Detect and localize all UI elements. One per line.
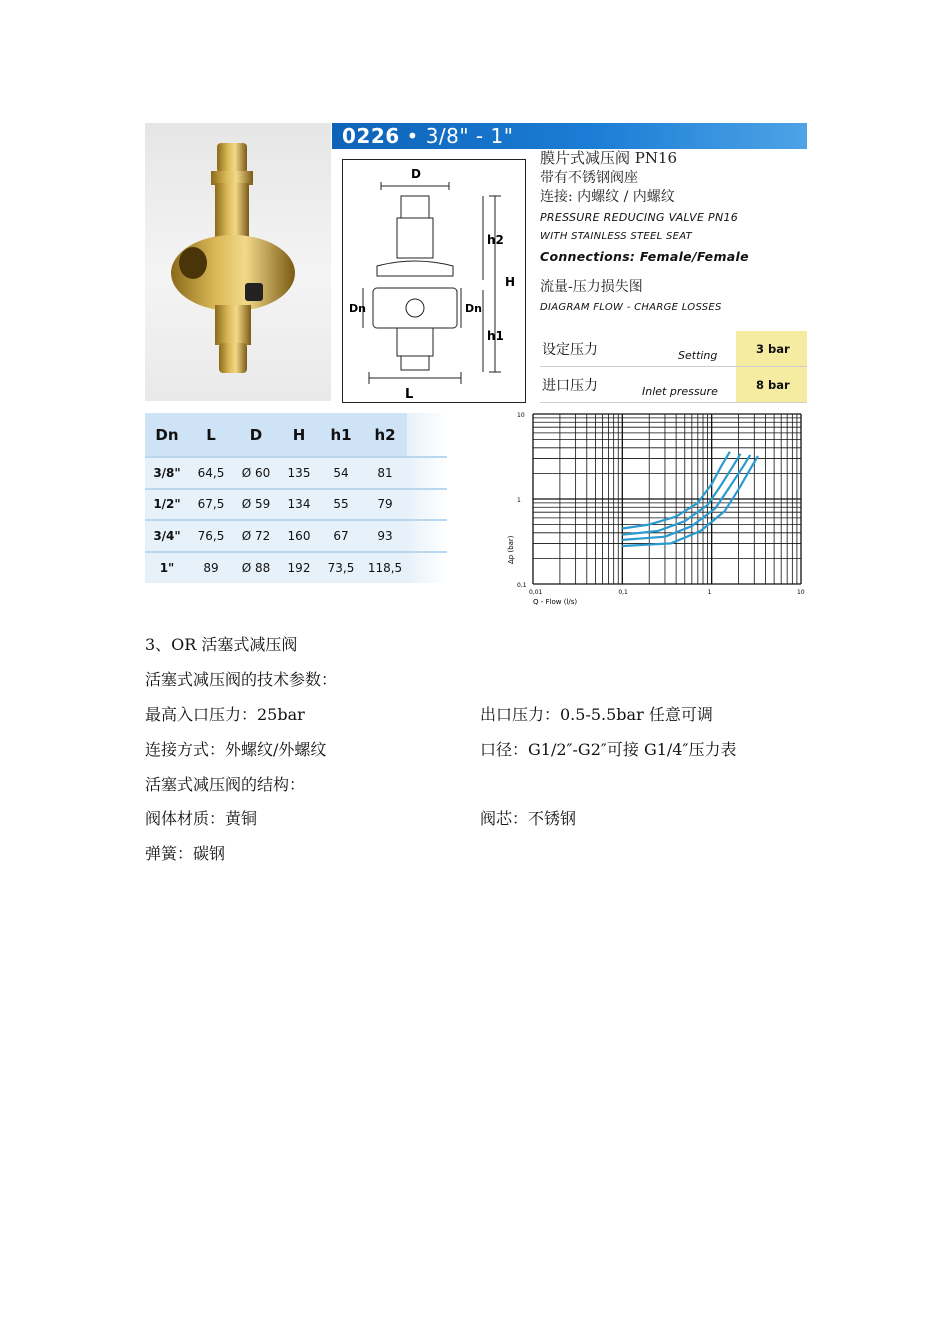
table-cell: 135 [279, 457, 319, 489]
table-cell: 76,5 [189, 520, 233, 552]
table-cell: 192 [279, 552, 319, 584]
table-row [145, 520, 447, 552]
table-cell: 160 [279, 520, 319, 552]
y-axis-label: Δp (bar) [507, 535, 515, 564]
th-h2: h2 [363, 413, 407, 457]
product-code: 0226 [342, 124, 400, 148]
title-cn: 膜片式减压阀 PN16 [540, 149, 678, 167]
series-line [622, 454, 740, 535]
connection-en: Connections: Female/Female [540, 248, 749, 264]
x-tick-label: 0,01 [529, 589, 543, 596]
table-row [145, 552, 447, 584]
spring-material: 弹簧：碳钢 [145, 844, 226, 863]
x-tick-label: 1 [707, 589, 712, 596]
th-h1: h1 [319, 413, 363, 457]
table-cell: Ø 72 [233, 520, 279, 552]
table-cell: 79 [363, 489, 407, 521]
title-en: PRESSURE REDUCING VALVE PN16 [540, 210, 739, 224]
table-cell: 3/4" [145, 520, 189, 552]
x-tick-label: 10 [797, 589, 805, 596]
setting-label-en: Setting [678, 349, 718, 362]
inlet-label-cn: 进口压力 [542, 378, 598, 394]
table-cell: Ø 59 [233, 489, 279, 521]
dim-label-L: L [405, 387, 414, 402]
dim-label-H: H [505, 275, 516, 289]
table-cell: 134 [279, 489, 319, 521]
seat-en: WITH STAINLESS STEEL SEAT [540, 231, 693, 242]
table-cell: 54 [319, 457, 363, 489]
dim-label-h1: h1 [487, 329, 504, 343]
table-row [145, 457, 447, 489]
dimension-table [145, 413, 447, 583]
structure-title: 活塞式减压阀的结构： [145, 775, 306, 794]
dim-label-dn-right: Dn [465, 302, 482, 315]
table-cell: 73,5 [319, 552, 363, 584]
table-cell: 1/2" [145, 489, 189, 521]
setting-row [540, 331, 807, 367]
table-cell: Ø 60 [233, 457, 279, 489]
table-cell: 1" [145, 552, 189, 584]
outlet-pressure: 出口压力：0.5-5.5bar 任意可调 [480, 705, 713, 724]
table-cell: 64,5 [189, 457, 233, 489]
table-cell: Ø 88 [233, 552, 279, 584]
th-dn: Dn [145, 413, 189, 457]
seat-cn: 带有不锈钢阀座 [540, 169, 638, 186]
th-l: L [189, 413, 233, 457]
diagram-title-cn: 流量-压力损失图 [540, 279, 643, 295]
table-cell: 3/8" [145, 457, 189, 489]
body-material: 阀体材质：黄铜 [145, 809, 258, 828]
product-description [540, 149, 807, 317]
product-size-range: 3/8" - 1" [425, 124, 514, 148]
dimension-drawing [342, 159, 526, 403]
valve-photo [145, 123, 331, 401]
x-axis-label: Q - Flow (l/s) [533, 598, 578, 606]
table-row [145, 489, 447, 521]
diagram-title-en: DIAGRAM FLOW - CHARGE LOSSES [540, 301, 722, 313]
dim-label-h2: h2 [487, 233, 504, 247]
table-cell: 67 [319, 520, 363, 552]
table-cell: 118,5 [363, 552, 407, 584]
y-tick-label: 10 [517, 412, 525, 419]
inlet-row [540, 367, 807, 403]
table-cell: 67,5 [189, 489, 233, 521]
table-cell: 89 [189, 552, 233, 584]
pressure-settings [540, 331, 807, 403]
valve-core: 阀芯：不锈钢 [480, 809, 577, 828]
table-cell: 81 [363, 457, 407, 489]
inlet-label-en: Inlet pressure [642, 385, 718, 398]
connection-cn: 连接: 内螺纹 / 内螺纹 [540, 189, 675, 205]
setting-value: 3 bar [736, 331, 807, 366]
th-d: D [233, 413, 279, 457]
product-datasheet [145, 123, 807, 610]
section-heading: 3、OR 活塞式减压阀 [145, 635, 298, 654]
y-tick-label: 0,1 [517, 582, 527, 589]
connection-type: 连接方式：外螺纹/外螺纹 [145, 740, 327, 759]
tech-params-title: 活塞式减压阀的技术参数： [145, 670, 338, 689]
dim-label-dn-left: Dn [349, 302, 366, 315]
max-inlet-pressure: 最高入口压力：25bar [145, 705, 305, 724]
th-h: H [279, 413, 319, 457]
port-diameter: 口径：G1/2″-G2″可接 G1/4″压力表 [480, 740, 737, 759]
product-title-bar: 0226 • 3/8" - 1" [332, 123, 807, 149]
table-cell: 55 [319, 489, 363, 521]
y-tick-label: 1 [517, 497, 521, 504]
chart-svg [505, 406, 807, 610]
inlet-value: 8 bar [736, 367, 807, 402]
dim-label-D: D [411, 167, 421, 181]
flow-pressure-chart [505, 406, 807, 610]
table-cell: 93 [363, 520, 407, 552]
x-tick-label: 0,1 [618, 589, 628, 596]
setting-label-cn: 设定压力 [542, 342, 598, 358]
